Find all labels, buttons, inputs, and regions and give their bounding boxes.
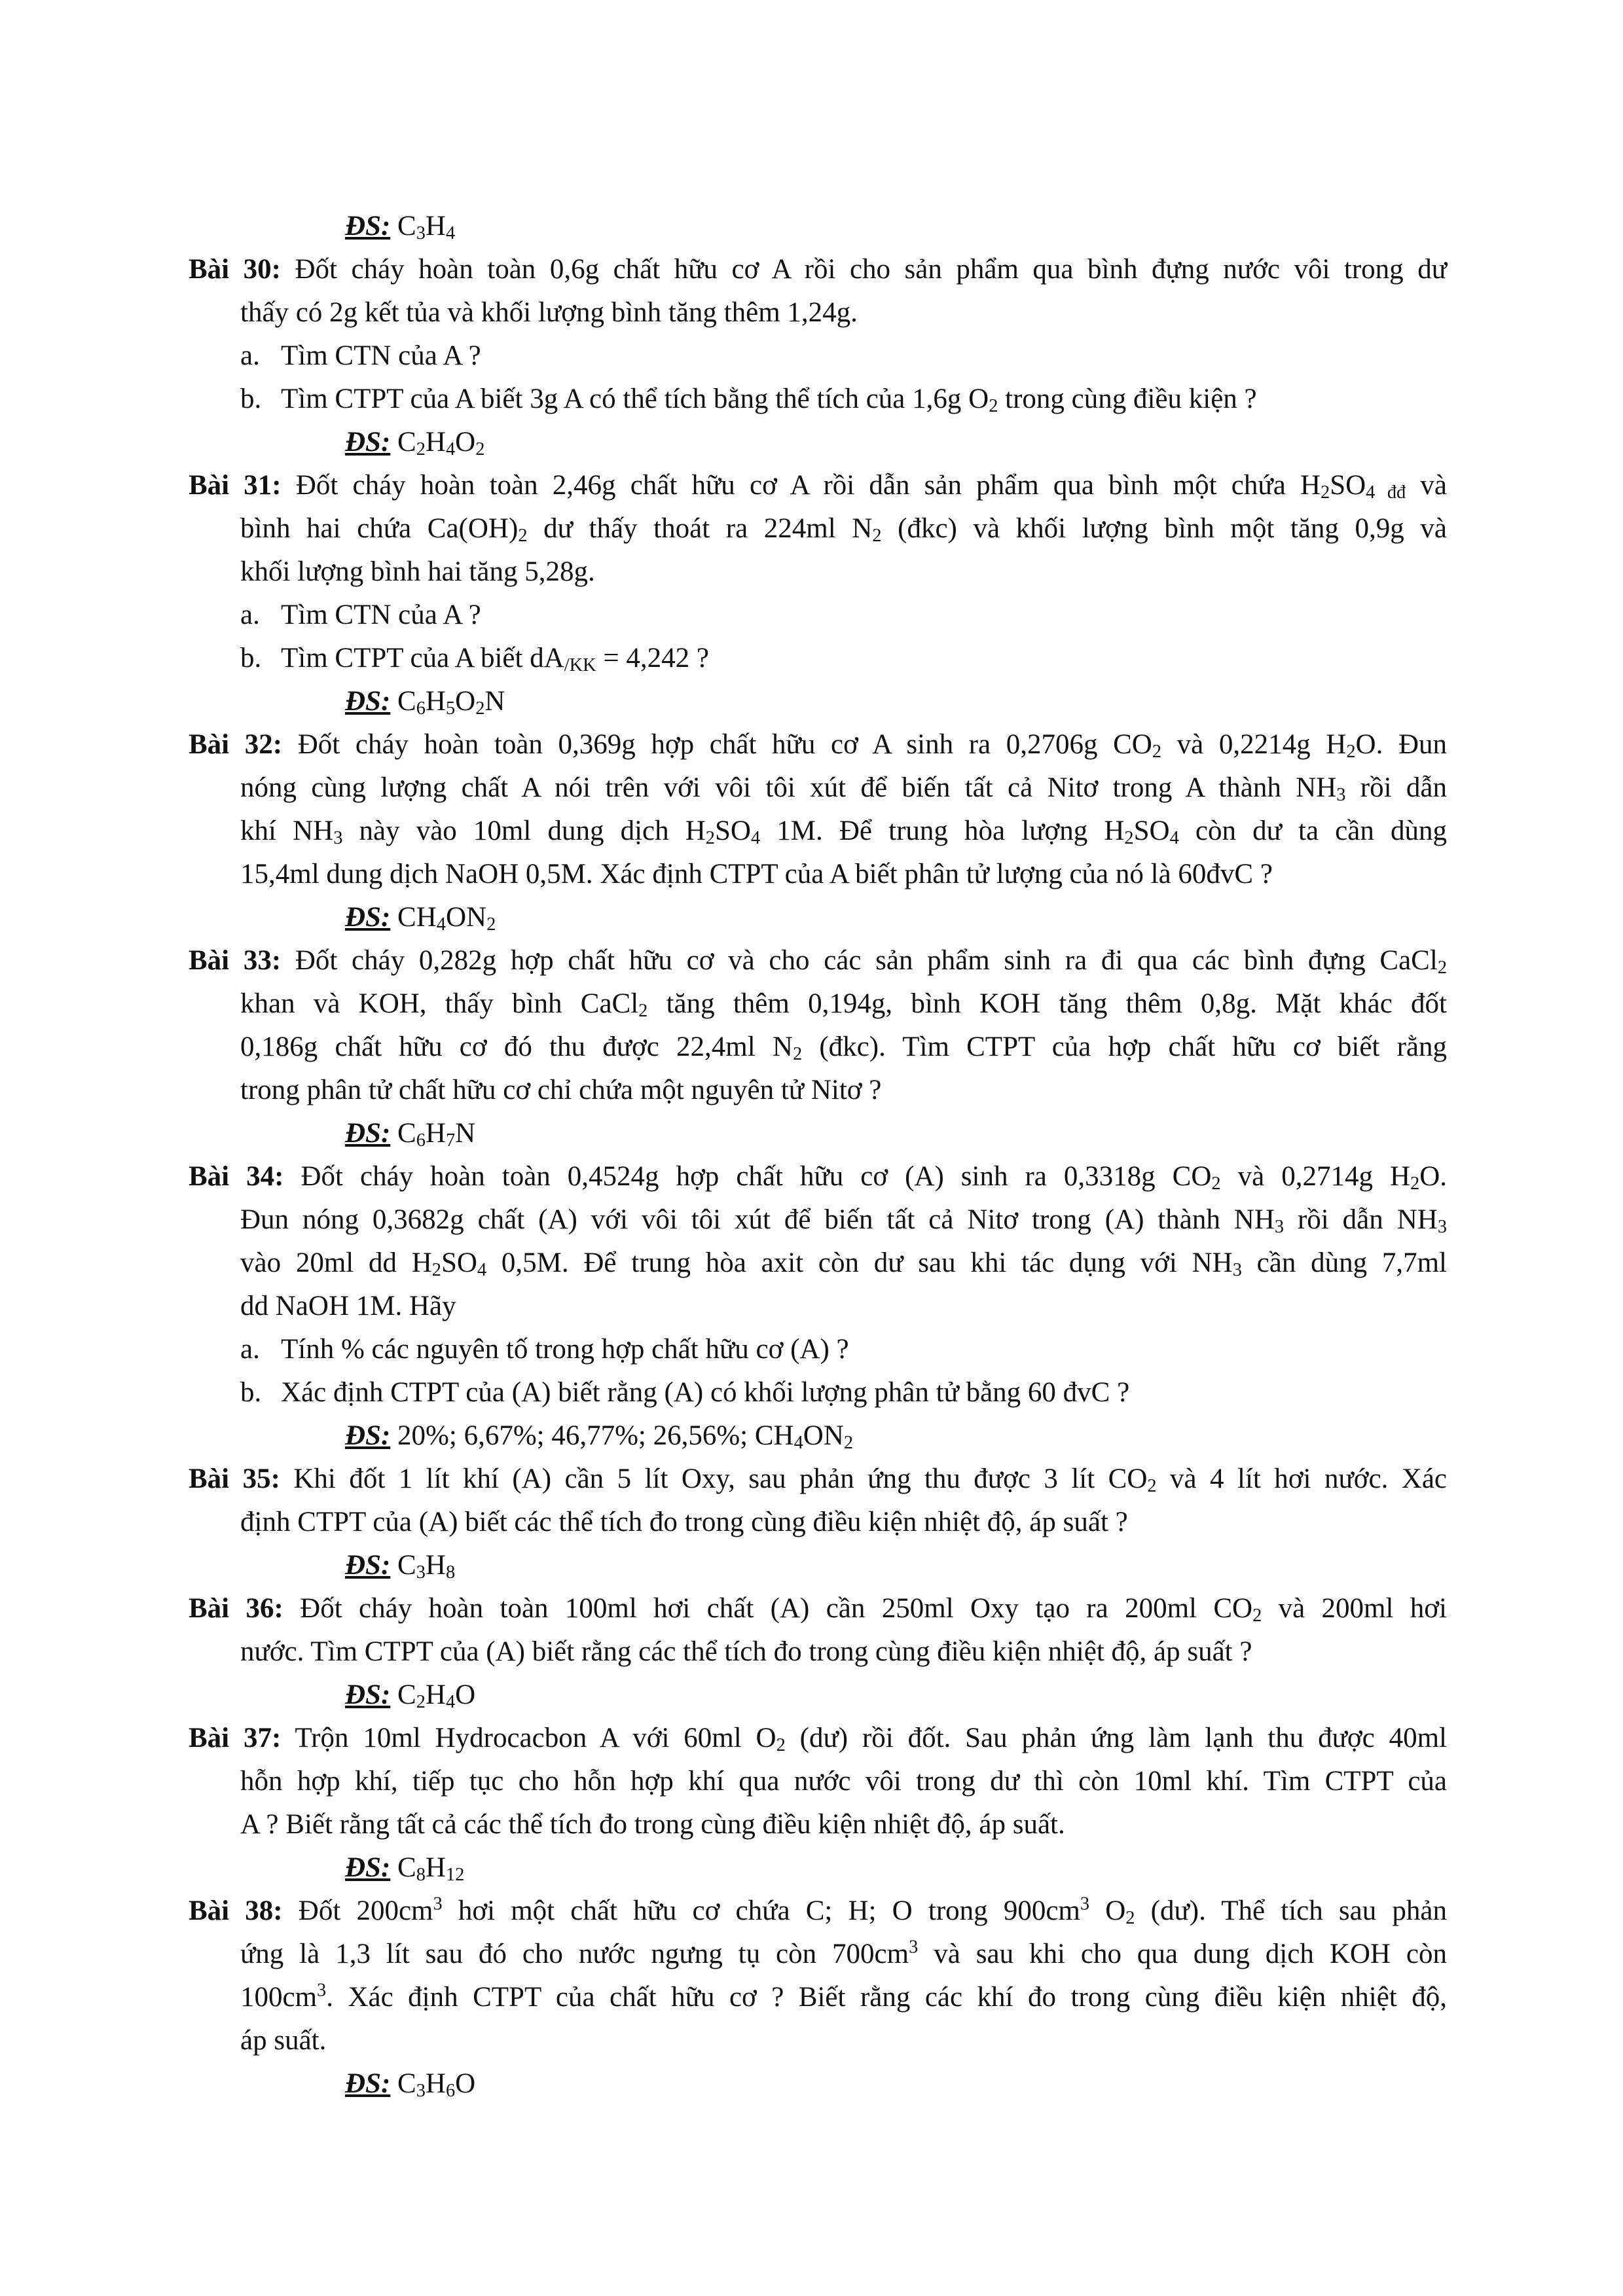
problem-37-line-2: hỗn hợp khí, tiếp tục cho hỗn hợp khí qua nước vôi trong dư thì còn 10ml khí. Tìm CTPT của: [240, 1766, 1447, 1797]
problem-31-line-3: khối lượng bình hai tăng 5,28g.: [240, 556, 595, 587]
problem-32-line-1: Bài 32: Đốt cháy hoàn toàn 0,369g hợp chất hữu cơ A sinh ra 0,2706g $CO_2$ và 0,2214g $H_2O$. Đun: [189, 729, 1448, 762]
problem-38-line-3: $100cm^3$. Xác định CTPT của chất hữu cơ ? Biết rằng các khí đo trong cùng điều kiện nhiệt độ,: [240, 1980, 1447, 2013]
problem-32-line-3: khí $NH_3$ này vào 10ml dung dịch $H_2SO_4$ 1M. Để trung hòa lượng $H_2SO_4$ còn dư ta cần dùng: [240, 816, 1447, 849]
problem-33-line-4: trong phân tử chất hữu cơ chỉ chứa một nguyên tử Nitơ ?: [240, 1075, 882, 1105]
problem-31-line-2: bình hai chứa $Ca(OH)_2$ dư thấy thoát ra 224ml $N_2$ (đkc) và khối lượng bình một tăng 0,9g và: [240, 513, 1447, 547]
problem-32-line-4: 15,4ml dung dịch NaOH 0,5M. Xác định CTPT của A biết phân tử lượng của nó là 60đvC ?: [240, 859, 1273, 889]
problem-38-line-1: Bài 38: Đốt $200cm^3$ hơi một chất hữu cơ chứa C; H; O trong $900cm^3$ $O_2$ (dư). Thể tích sau phản: [189, 1893, 1447, 1929]
answer-31: ĐS: $C_6H_5O_2N$: [345, 686, 505, 719]
problem-35-line-2: định CTPT của (A) biết các thể tích đo trong cùng điều kiện nhiệt độ, áp suất ?: [240, 1507, 1128, 1537]
problem-31-part-a: a. Tìm CTN của A ?: [240, 600, 481, 630]
problem-34-line-4: dd NaOH 1M. Hãy: [240, 1291, 456, 1321]
problem-30-title: Bài 30:: [189, 254, 281, 285]
problem-37-line-1: Bài 37: Trộn 10ml Hydrocacbon A với 60ml $O_2$ (dư) rồi đốt. Sau phản ứng làm lạnh thu được 40ml: [189, 1723, 1447, 1756]
answer-37: ĐS: $C_8H_{12}$: [345, 1852, 465, 1886]
answer-33: ĐS: $C_6H_7N$: [345, 1118, 476, 1151]
answer-formula: $C_3H_4$: [397, 211, 456, 244]
problem-31-line-1: Bài 31: Đốt cháy hoàn toàn 2,46g chất hữu cơ A rồi dẫn sản phẩm qua bình một chứa $H_2SO_{4 đđ}$ và: [189, 470, 1448, 503]
answer-36: ĐS: $C_2H_4O$: [345, 1679, 476, 1713]
answer-38: ĐS: $C_3H_6O$: [345, 2068, 476, 2102]
problem-34-line-3: vào 20ml dd $H_2SO_4$ 0,5M. Để trung hòa axit còn dư sau khi tác dụng với $NH_3$ cần dùng 7,7ml: [240, 1247, 1447, 1281]
answer-34: ĐS: 20%; 6,67%; 46,77%; 26,56%; $CH_4ON_2$: [345, 1420, 854, 1454]
problem-38-line-2: ứng là 1,3 lít sau đó cho nước ngưng tụ còn $700cm^3$ và sau khi cho qua dung dịch KOH còn: [240, 1937, 1447, 1969]
problem-38-line-4: áp suất.: [240, 2025, 327, 2056]
answer-32: ĐS: $CH_4ON_2$: [345, 902, 496, 935]
problem-34-line-2: Đun nóng 0,3682g chất (A) với vôi tôi xút để biến tất cả Nitơ trong (A) thành $NH_3$ rồi dẫn $NH_3$: [240, 1204, 1447, 1238]
problem-34-line-1: Bài 34: Đốt cháy hoàn toàn 0,4524g hợp chất hữu cơ (A) sinh ra 0,3318g $CO_2$ và 0,2714g $H_2O$.: [189, 1161, 1448, 1194]
problem-34-part-a: a. Tính % các nguyên tố trong hợp chất hữu cơ (A) ?: [240, 1334, 849, 1365]
answer-label: ĐS:: [345, 211, 391, 242]
problem-30-line-2: thấy có 2g kết tủa và khối lượng bình tăng thêm 1,24g.: [240, 297, 858, 328]
problem-30-part-a: a. Tìm CTN của A ?: [240, 340, 481, 371]
problem-31-part-b: b. Tìm CTPT của A biết $dA_{/KK} = 4,242$ ?: [240, 643, 709, 676]
problem-36-line-1: Bài 36: Đốt cháy hoàn toàn 100ml hơi chất (A) cần 250ml Oxy tạo ra 200ml $CO_2$ và 200ml hơi: [189, 1593, 1447, 1626]
problem-30-part-b: b. Tìm CTPT của A biết 3g A có thể tích bằng thể tích của 1,6g $O_2$ trong cùng điều kiện ?: [240, 384, 1257, 417]
problem-35-line-1: Bài 35: Khi đốt 1 lít khí (A) cần 5 lít Oxy, sau phản ứng thu được 3 lít $CO_2$ và 4 lít hơi nước. Xác: [189, 1463, 1447, 1497]
problem-30-line-1: Bài 30: Đốt cháy hoàn toàn 0,6g chất hữu cơ A rồi cho sản phẩm qua bình đựng nước vôi trong dư: [189, 254, 1447, 285]
problem-37-line-3: A ? Biết rằng tất cả các thể tích đo trong cùng điều kiện nhiệt độ, áp suất.: [240, 1809, 1065, 1840]
problem-36-line-2: nước. Tìm CTPT của (A) biết rằng các thể tích đo trong cùng điều kiện nhiệt độ, áp suất ?: [240, 1636, 1252, 1667]
problem-33-line-3: 0,186g chất hữu cơ đó thu được 22,4ml $N_2$ (đkc). Tìm CTPT của hợp chất hữu cơ biết rằng: [240, 1031, 1447, 1065]
problem-33-line-2: khan và KOH, thấy bình CaCl$_2$ tăng thêm 0,194g, bình KOH tăng thêm 0,8g. Mặt khác đốt: [240, 988, 1447, 1022]
answer-30: ĐS: $C_2H_4O_2$: [345, 427, 485, 460]
answer-35: ĐS: $C_3H_8$: [345, 1550, 456, 1583]
answer-29: [345, 205, 455, 248]
problem-34-part-b: b. Xác định CTPT của (A) biết rằng (A) có khối lượng phân tử bằng 60 đvC ?: [240, 1377, 1130, 1408]
problem-33-line-1: Bài 33: Đốt cháy 0,282g hợp chất hữu cơ và cho các sản phẩm sinh ra đi qua các bình đựng CaCl$_2$: [189, 945, 1447, 978]
problem-32-line-2: nóng cùng lượng chất A nói trên với vôi tôi xút để biến tất cả Nitơ trong A thành $NH_3$ rồi dẫn: [240, 772, 1447, 806]
